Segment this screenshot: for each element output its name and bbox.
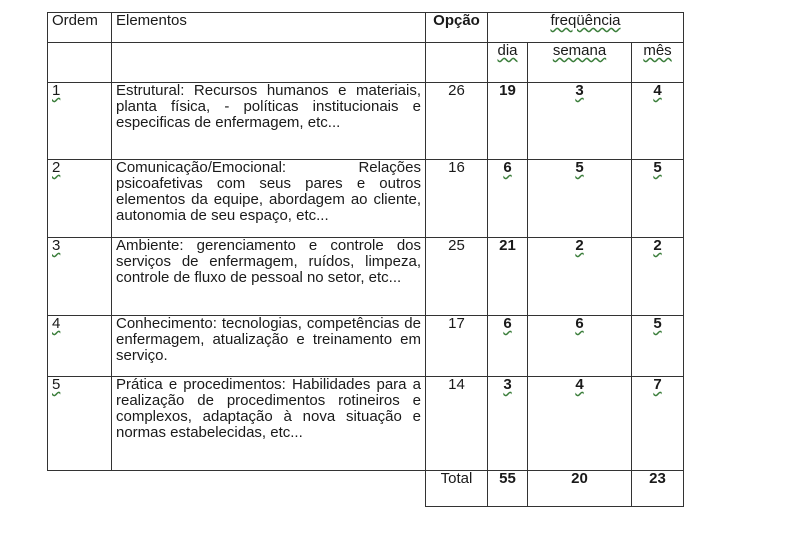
row-opcao: 25 (426, 238, 488, 316)
row-semana-value: 4 (575, 376, 584, 393)
header-ordem: Ordem (48, 13, 112, 43)
row-ordem (48, 83, 112, 160)
row-semana (528, 83, 632, 160)
row-ordem-value: 4 (52, 315, 61, 332)
row-dia (488, 377, 528, 471)
row-mes (632, 316, 684, 377)
row-semana (528, 316, 632, 377)
row-ordem-value: 2 (52, 159, 61, 176)
row-elemento: Comunicação/Emocional: Relações psicoafetivas com seus pares e outros elementos da equipe, abordagem ao cliente, autonomia de seu espaço, etc... (112, 160, 426, 238)
subheader-semana (528, 43, 632, 83)
table-row (48, 316, 684, 377)
total-row (48, 471, 684, 507)
row-dia-value: 3 (503, 376, 512, 393)
subheader-mes-label: mês (643, 42, 672, 59)
total-label: Total (426, 471, 488, 507)
row-ordem-value: 5 (52, 376, 61, 393)
table-row (48, 238, 684, 316)
total-empty-elementos (112, 471, 426, 507)
header-opcao: Opção (426, 13, 488, 43)
total-empty-ordem (48, 471, 112, 507)
total-mes: 23 (632, 471, 684, 507)
row-mes-value: 5 (653, 159, 662, 176)
header-elementos: Elementos (112, 13, 426, 43)
frequency-table (47, 12, 684, 507)
table-row (48, 83, 684, 160)
row-elemento: Estrutural: Recursos humanos e materiais, planta física, - políticas institucionais e especificas de enfermagem, etc... (112, 83, 426, 160)
row-elemento: Conhecimento: tecnologias, competências de enfermagem, atualização e treinamento em serviço. (112, 316, 426, 377)
total-semana: 20 (528, 471, 632, 507)
header-frequencia-label: freqüência (550, 12, 621, 29)
subheader-semana-label: semana (552, 42, 607, 59)
row-dia-value: 6 (503, 315, 512, 332)
row-ordem (48, 160, 112, 238)
row-ordem (48, 238, 112, 316)
row-mes-value: 5 (653, 315, 662, 332)
row-dia (488, 316, 528, 377)
row-semana-value: 3 (575, 82, 584, 99)
table-row (48, 160, 684, 238)
subheader-mes (632, 43, 684, 83)
row-mes-value: 7 (653, 376, 662, 393)
row-semana (528, 377, 632, 471)
subheader-dia-label: dia (497, 42, 518, 59)
row-mes-value: 4 (653, 82, 662, 99)
row-opcao: 26 (426, 83, 488, 160)
row-elemento: Ambiente: gerenciamento e controle dos serviços de enfermagem, ruídos, limpeza, controle de fluxo de pessoal no setor, etc... (112, 238, 426, 316)
row-opcao: 16 (426, 160, 488, 238)
row-elemento: Prática e procedimentos: Habilidades para a realização de procedimentos rotineiros e complexos, adaptação à nova situação e normas estabelecidas, etc... (112, 377, 426, 471)
row-semana-value: 2 (575, 237, 584, 254)
subheader-empty-elementos (112, 43, 426, 83)
row-ordem (48, 377, 112, 471)
row-semana-value: 6 (575, 315, 584, 332)
row-mes-value: 2 (653, 237, 662, 254)
row-ordem-value: 1 (52, 82, 61, 99)
row-mes (632, 83, 684, 160)
row-semana (528, 160, 632, 238)
header-row (48, 13, 684, 43)
table-row (48, 377, 684, 471)
row-dia-value: 6 (503, 159, 512, 176)
row-opcao: 17 (426, 316, 488, 377)
row-dia (488, 160, 528, 238)
subheader-dia (488, 43, 528, 83)
row-mes (632, 238, 684, 316)
row-semana-value: 5 (575, 159, 584, 176)
total-dia: 55 (488, 471, 528, 507)
row-mes (632, 377, 684, 471)
header-frequencia (488, 13, 684, 43)
row-mes (632, 160, 684, 238)
row-ordem (48, 316, 112, 377)
subheader-row (48, 43, 684, 83)
row-dia: 21 (488, 238, 528, 316)
row-opcao: 14 (426, 377, 488, 471)
row-dia: 19 (488, 83, 528, 160)
row-ordem-value: 3 (52, 237, 61, 254)
row-semana (528, 238, 632, 316)
subheader-empty-ordem (48, 43, 112, 83)
subheader-empty-opcao (426, 43, 488, 83)
